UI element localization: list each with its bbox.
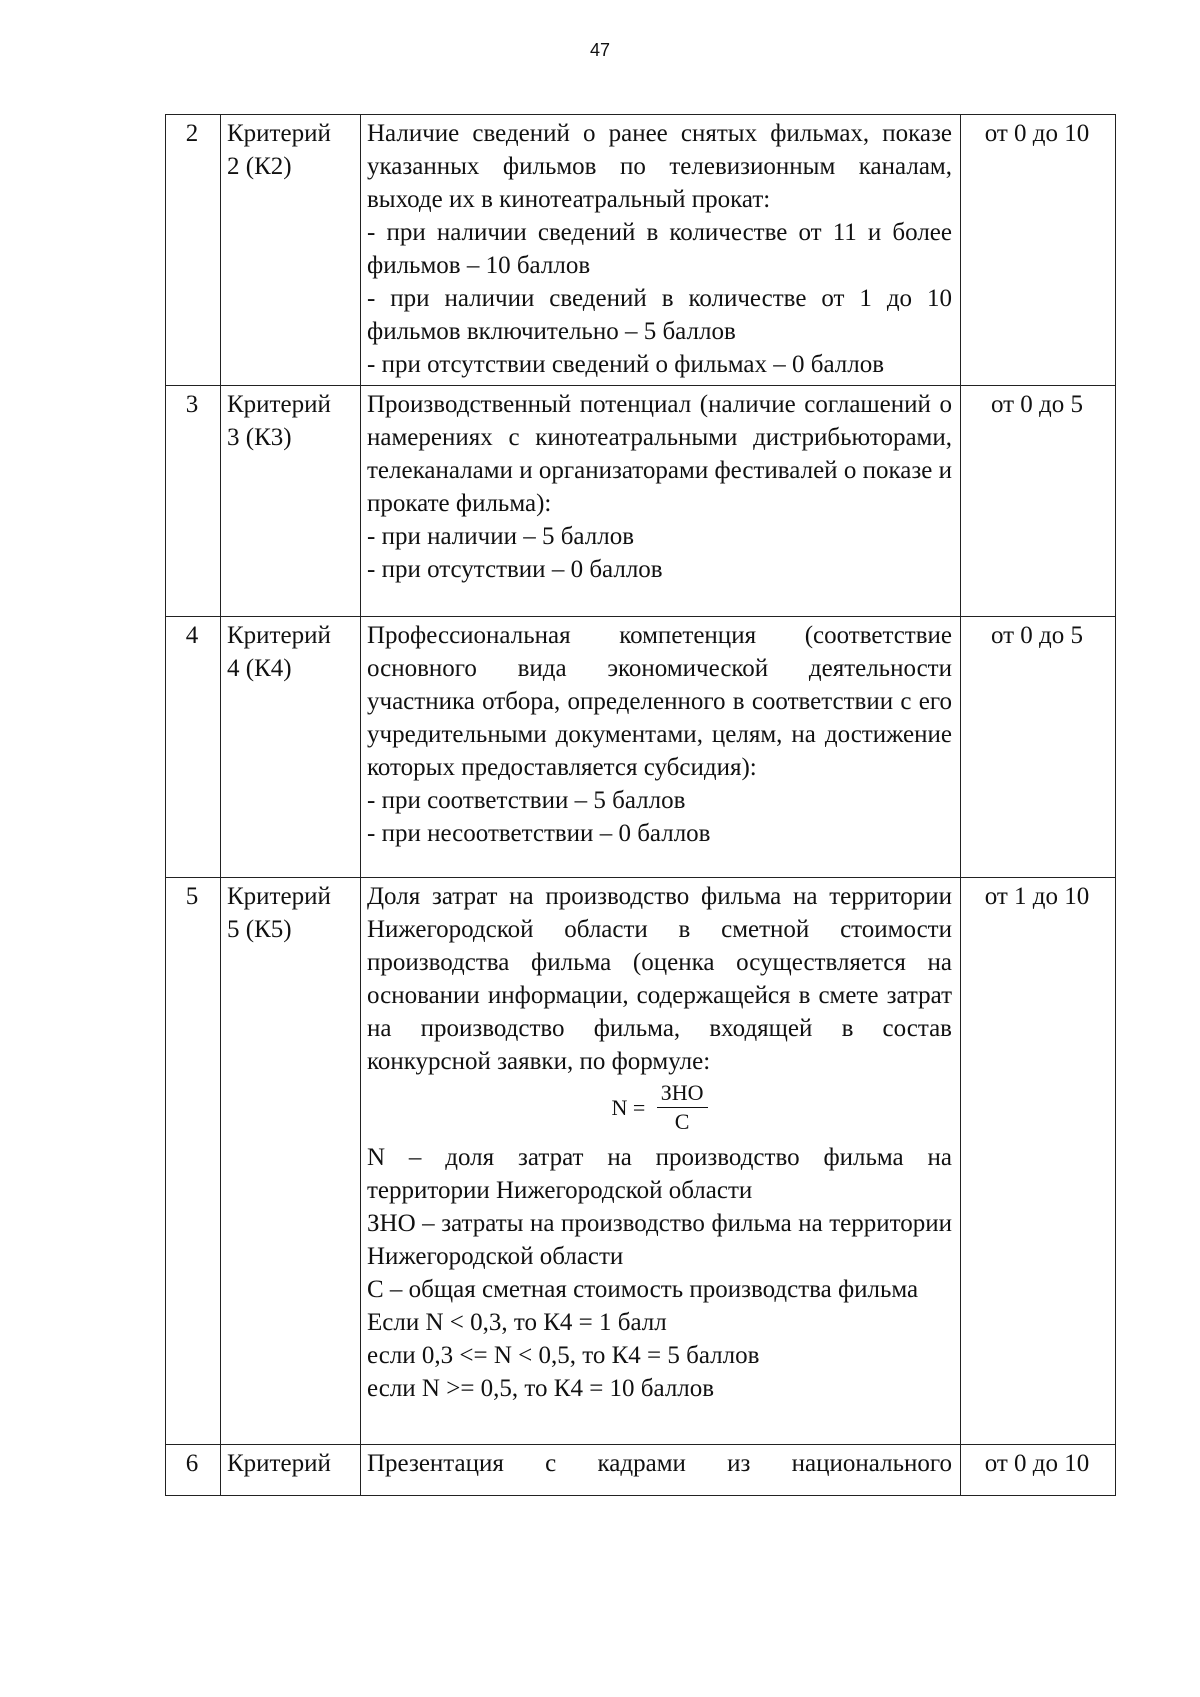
row-number: 5: [166, 878, 221, 1445]
description-paragraph: - при наличии сведений в количестве от 1 до 10 фильмов включительно – 5 баллов: [367, 285, 952, 345]
description-paragraph: Профессиональная компетенция (соответствие основного вида экономической деятельности участника отбора, определенного в соответствии с его учредительными документами, целям, на достижение которых предоставляется субсидия):: [367, 622, 952, 781]
criterion-description: [361, 115, 961, 386]
description-paragraph: - при отсутствии сведений о фильмах – 0 баллов: [367, 351, 885, 378]
table-row: [166, 1445, 1116, 1496]
score-range: от 0 до 10: [961, 1445, 1116, 1496]
criterion-name: [221, 386, 361, 617]
criterion-name-line: 5 (К5): [227, 916, 292, 943]
description-paragraph: если N >= 0,5, то К4 = 10 баллов: [367, 1375, 715, 1402]
row-number: 2: [166, 115, 221, 386]
criterion-description: [361, 617, 961, 878]
description-paragraph: Доля затрат на производство фильма на территории Нижегородской области в сметной стоимости производства фильма (оценка осуществляется на основании информации, содержащейся в смете затрат на производство фильма, входящей в состав конкурсной заявки, по формуле:: [367, 883, 952, 1075]
score-range: от 0 до 5: [961, 386, 1116, 617]
table-row: [166, 878, 1116, 1445]
description-paragraph: - при отсутствии – 0 баллов: [367, 556, 663, 583]
description-paragraph: Наличие сведений о ранее снятых фильмах, показе указанных фильмов по телевизионным каналам, выходе их в кинотеатральный прокат:: [367, 120, 952, 213]
criterion-name: [221, 115, 361, 386]
row-number: 3: [166, 386, 221, 617]
row-number: 4: [166, 617, 221, 878]
row-number: 6: [166, 1445, 221, 1496]
criterion-name-line: Критерий: [227, 391, 331, 418]
page-number: 47: [589, 40, 611, 60]
formula-numerator: ЗНО: [657, 1080, 708, 1108]
criterion-name-line: 3 (К3): [227, 424, 292, 451]
description-paragraph: С – общая сметная стоимость производства фильма: [367, 1276, 919, 1303]
score-range: от 0 до 5: [961, 617, 1116, 878]
criterion-name-line: Критерий: [227, 1450, 331, 1477]
table-row: [166, 617, 1116, 878]
criterion-name: [221, 878, 361, 1445]
formula-denominator: С: [674, 1109, 690, 1134]
description-paragraph: Производственный потенциал (наличие соглашений о намерениях с кинотеатральными дистрибьюторами, телеканалами и организаторами фестивалей о показе и прокате фильма):: [367, 391, 952, 517]
criterion-name: [221, 1445, 361, 1496]
description-paragraph: Презентация с кадрами из национального: [367, 1450, 952, 1477]
formula: [367, 1080, 952, 1135]
description-paragraph: - при несоответствии – 0 баллов: [367, 820, 711, 847]
criterion-name: [221, 617, 361, 878]
description-paragraph: - при соответствии – 5 баллов: [367, 787, 686, 814]
description-paragraph: если 0,3 <= N < 0,5, то К4 = 5 баллов: [367, 1342, 760, 1369]
description-paragraph: N – доля затрат на производство фильма на территории Нижегородской области: [367, 1144, 952, 1204]
description-paragraph: ЗНО – затраты на производство фильма на территории Нижегородской области: [367, 1210, 952, 1270]
table-row: [166, 386, 1116, 617]
criterion-name-line: Критерий: [227, 883, 331, 910]
description-paragraph: - при наличии сведений в количестве от 11 и более фильмов – 10 баллов: [367, 219, 952, 279]
criterion-name-line: 4 (К4): [227, 655, 292, 682]
description-paragraph: Если N < 0,3, то К4 = 1 балл: [367, 1309, 667, 1336]
criterion-name-line: 2 (К2): [227, 153, 292, 180]
score-range: от 0 до 10: [961, 115, 1116, 386]
formula-fraction: [657, 1080, 708, 1135]
table-row: [166, 115, 1116, 386]
score-range: от 1 до 10: [961, 878, 1116, 1445]
criterion-name-line: Критерий: [227, 120, 331, 147]
criterion-description: [361, 878, 961, 1445]
criterion-name-line: Критерий: [227, 622, 331, 649]
criterion-description: [361, 1445, 961, 1496]
criteria-table: [165, 114, 1116, 1496]
formula-lhs: N =: [611, 1094, 646, 1120]
criterion-description: [361, 386, 961, 617]
description-paragraph: - при наличии – 5 баллов: [367, 523, 635, 550]
